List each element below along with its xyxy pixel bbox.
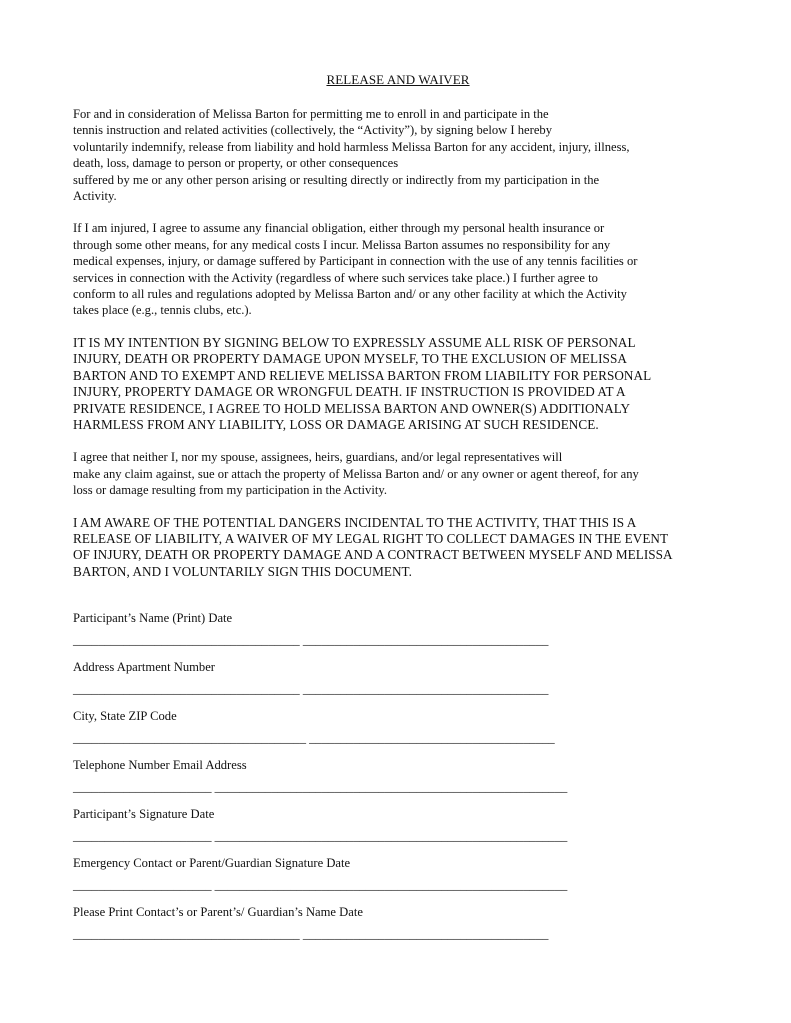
paragraph-line: medical expenses, injury, or damage suffered by Participant in connection with the use of any tennis facilities or <box>73 254 638 269</box>
field-label: Address Apartment Number <box>73 660 215 675</box>
consideration-paragraph <box>73 106 723 204</box>
paragraph-line: INJURY, DEATH OR PROPERTY DAMAGE UPON MYSELF, TO THE EXCLUSION OF MELISSA <box>73 351 627 367</box>
assume-risk-paragraph <box>73 335 723 433</box>
paragraph-line: BARTON AND TO EXEMPT AND RELIEVE MELISSA BARTON FROM LIABILITY FOR PERSONAL <box>73 367 652 383</box>
city-state-zip-field <box>73 708 723 757</box>
paragraph-line: RELEASE OF LIABILITY, A WAIVER OF MY LEGAL RIGHT TO COLLECT DAMAGES IN THE EVENT <box>73 530 669 546</box>
telephone-email-field <box>73 757 723 806</box>
field-label: City, State ZIP Code <box>73 709 177 724</box>
blank-line[interactable]: ______________________ ________________________________________________________ <box>73 780 568 795</box>
field-label: Telephone Number Email Address <box>73 758 247 773</box>
paragraph-line: services in connection with the Activity (regardless of where such services take place.) I further agree to <box>73 270 598 285</box>
participant-name-field <box>73 610 723 659</box>
paragraph-line: HARMLESS FROM ANY LIABILITY, LOSS OR DAMAGE ARISING AT SUCH RESIDENCE. <box>73 416 599 432</box>
blank-line[interactable]: ____________________________________ _______________________________________ <box>73 633 549 648</box>
paragraph-line: If I am injured, I agree to assume any financial obligation, either through my personal health insurance or <box>73 221 605 236</box>
field-label: Participant’s Signature Date <box>73 807 215 822</box>
waiver-page <box>73 72 723 953</box>
awareness-paragraph <box>73 515 723 581</box>
paragraph-line: INJURY, PROPERTY DAMAGE OR WRONGFUL DEATH. IF INSTRUCTION IS PROVIDED AT A <box>73 384 626 400</box>
field-label: Emergency Contact or Parent/Guardian Signature Date <box>73 856 351 871</box>
document-title: RELEASE AND WAIVER <box>326 72 470 87</box>
paragraph-line: conform to all rules and regulations adopted by Melissa Barton and/ or any other facility at which the Activity <box>73 287 627 302</box>
no-claim-paragraph <box>73 449 723 498</box>
blank-line[interactable]: ____________________________________ _______________________________________ <box>73 927 549 942</box>
paragraph-line: PRIVATE RESIDENCE, I AGREE TO HOLD MELISSA BARTON AND OWNER(S) ADDITIONALY <box>73 400 631 416</box>
paragraph-line: IT IS MY INTENTION BY SIGNING BELOW TO EXPRESSLY ASSUME ALL RISK OF PERSONAL <box>73 334 636 350</box>
paragraph-line: death, loss, damage to person or property, or other consequences <box>73 156 399 171</box>
address-field <box>73 659 723 708</box>
paragraph-line: make any claim against, sue or attach the property of Melissa Barton and/ or any owner or agent thereof, for any <box>73 466 639 481</box>
paragraph-line: loss or damage resulting from my participation in the Activity. <box>73 483 387 498</box>
participant-signature-field <box>73 806 723 855</box>
field-label: Participant’s Name (Print) Date <box>73 611 233 626</box>
paragraph-line: For and in consideration of Melissa Barton for permitting me to enroll in and participate in the <box>73 107 549 121</box>
signature-fields <box>73 610 723 953</box>
paragraph-line: BARTON, AND I VOLUNTARILY SIGN THIS DOCUMENT. <box>73 563 413 579</box>
blank-line[interactable]: ____________________________________ _______________________________________ <box>73 682 549 697</box>
blank-line[interactable]: ______________________ ________________________________________________________ <box>73 878 568 893</box>
field-label: Please Print Contact’s or Parent’s/ Guardian’s Name Date <box>73 905 363 920</box>
paragraph-line: I AM AWARE OF THE POTENTIAL DANGERS INCIDENTAL TO THE ACTIVITY, THAT THIS IS A <box>73 514 637 530</box>
paragraph-line: suffered by me or any other person arising or resulting directly or indirectly from my participation in the <box>73 172 600 187</box>
blank-line[interactable]: _____________________________________ _______________________________________ <box>73 731 555 746</box>
injury-paragraph <box>73 220 723 318</box>
contact-print-name-field <box>73 904 723 953</box>
paragraph-line: Activity. <box>73 189 117 204</box>
paragraph-line: I agree that neither I, nor my spouse, assignees, heirs, guardians, and/or legal representatives will <box>73 450 563 465</box>
paragraph-line: takes place (e.g., tennis clubs, etc.). <box>73 303 252 318</box>
emergency-contact-signature-field <box>73 855 723 904</box>
blank-line[interactable]: ______________________ ________________________________________________________ <box>73 829 568 844</box>
paragraph-line: tennis instruction and related activities (collectively, the “Activity”), by signing below I hereby <box>73 123 552 138</box>
paragraph-line: voluntarily indemnify, release from liability and hold harmless Melissa Barton for any accident, injury, illness, <box>73 139 630 154</box>
paragraph-line: through some other means, for any medical costs I incur. Melissa Barton assumes no responsibility for any <box>73 237 611 252</box>
paragraph-line: OF INJURY, DEATH OR PROPERTY DAMAGE AND A CONTRACT BETWEEN MYSELF AND MELISSA <box>73 547 673 563</box>
